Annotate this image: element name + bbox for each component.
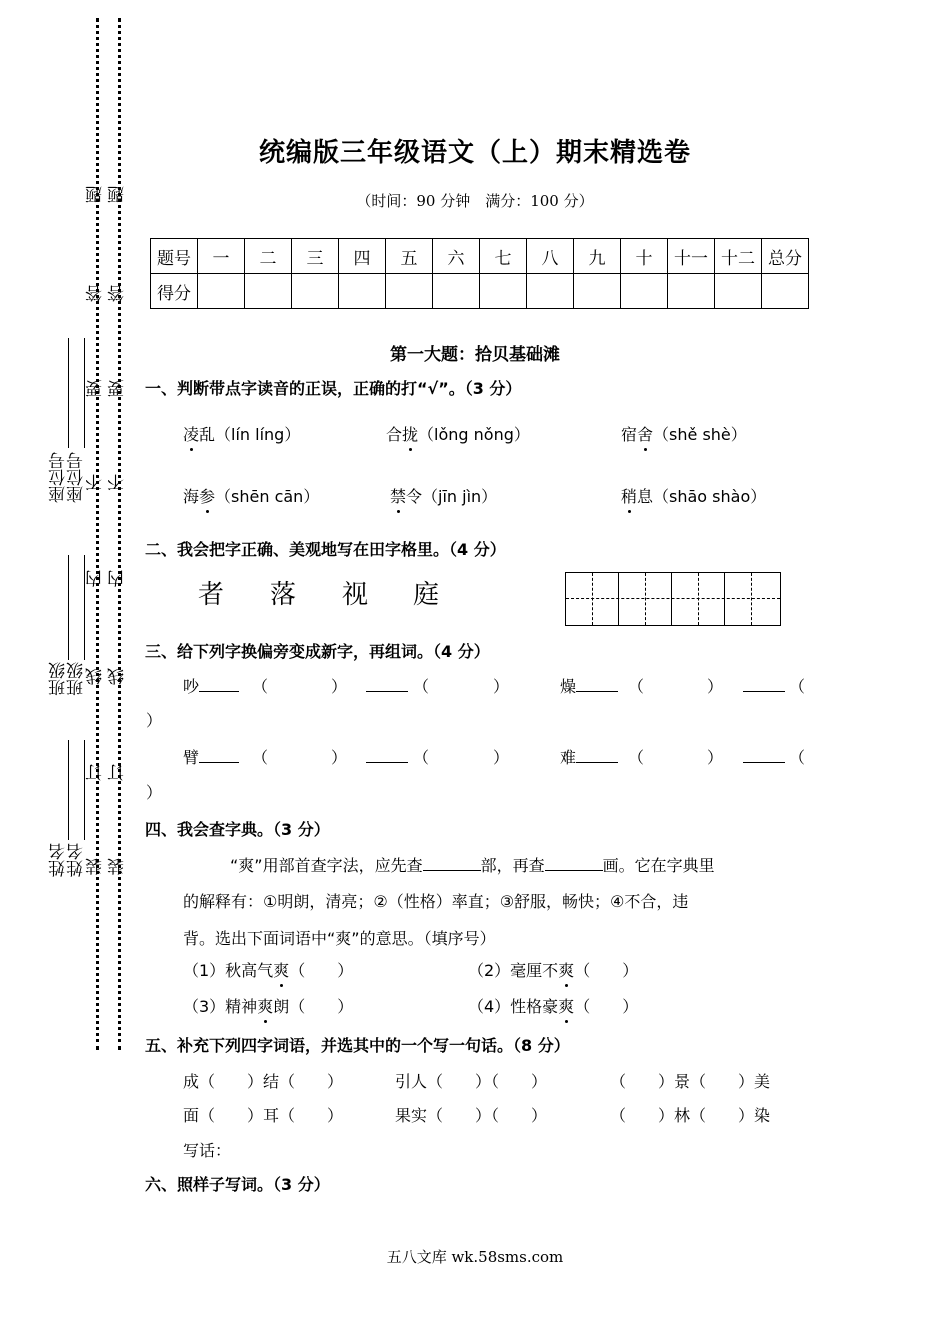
name-underline [68, 740, 69, 840]
score-table-score-row [151, 274, 809, 309]
seat-number-label-2: 座位号 [67, 452, 87, 503]
question-1-title: 一、判断带点字读音的正误，正确的打“√”。（3 分） [145, 379, 522, 398]
column-header: 九 [574, 239, 621, 274]
class-label-2: 班级 [67, 662, 87, 696]
idiom-item: 引人（ ）（ ） [395, 1072, 548, 1091]
copy-char: 庭 [413, 580, 440, 610]
warning-char: 装 [108, 858, 128, 875]
score-cell[interactable] [668, 274, 715, 309]
warning-char: 订 [86, 764, 106, 781]
warning-char: 题 [86, 186, 106, 203]
score-cell[interactable] [574, 274, 621, 309]
paren-open: （ [252, 677, 269, 696]
exam-time-info: （时间：90 分钟 满分：100 分） [356, 192, 594, 210]
idiom-item: 面（ ）耳（ ） [183, 1106, 344, 1125]
answer-blank[interactable] [366, 691, 408, 692]
grid-guide [566, 598, 780, 599]
pinyin-item: 海参（shēn cān） [183, 487, 320, 506]
meaning-option: （2）毫厘不爽（ ） [468, 961, 639, 980]
seat-number-label: 座位号 [49, 452, 69, 503]
dictionary-instruction: “爽”用部首查字法，应先查 部，再查 画。它在字典里 [230, 856, 715, 875]
warning-char: 题 [108, 186, 128, 203]
pinyin-item: 合拢（lǒng nǒng） [386, 425, 530, 444]
answer-blank[interactable] [743, 691, 785, 692]
paren-close: ） [493, 748, 510, 767]
copy-char: 者 [198, 580, 225, 610]
idiom-item: （ ）林（ ）染 [610, 1106, 771, 1125]
class-underline-2 [84, 555, 85, 660]
column-header: 四 [339, 239, 386, 274]
row-label: 得分 [151, 274, 198, 309]
paren-open: （ [628, 748, 645, 767]
warning-char: 装 [86, 858, 106, 875]
pinyin-item: 宿舍（shě shè） [621, 425, 747, 444]
column-header: 总分 [762, 239, 809, 274]
warning-char: 内 [108, 570, 128, 587]
score-cell[interactable] [762, 274, 809, 309]
radical-item: 燥 [560, 674, 618, 697]
dictionary-definitions: 的解释有：①明朗，清亮；②（性格）率直；③舒服，畅快；④不合，违 [183, 892, 689, 911]
idiom-item: （ ）景（ ）美 [610, 1072, 771, 1091]
paren-open: （ [789, 677, 806, 696]
idiom-item: 果实（ ）（ ） [395, 1106, 548, 1125]
grid-guide [698, 573, 699, 625]
grid-guide [751, 573, 752, 625]
copy-char: 视 [342, 580, 369, 610]
paren-open: （ [789, 748, 806, 767]
binding-dotted-line-inner [118, 18, 121, 1050]
answer-blank[interactable] [366, 762, 408, 763]
paren-open: （ [413, 748, 430, 767]
question-6-title: 六、照样子写词。（3 分） [145, 1175, 330, 1194]
name-label: 姓名 [49, 843, 69, 877]
meaning-option: （3）精神爽朗（ ） [183, 997, 354, 1016]
grid-guide [592, 573, 593, 625]
column-header: 三 [292, 239, 339, 274]
score-cell[interactable] [339, 274, 386, 309]
column-header: 十 [621, 239, 668, 274]
score-cell[interactable] [386, 274, 433, 309]
paren-close: ） [331, 677, 348, 696]
score-cell[interactable] [480, 274, 527, 309]
copy-char: 落 [270, 580, 297, 610]
question-5-title: 五、补充下列四字词语，并选其中的一个写一句话。（8 分） [145, 1036, 570, 1055]
score-table-header-row [151, 239, 809, 274]
name-underline-2 [84, 740, 85, 840]
column-header: 十一 [668, 239, 715, 274]
class-label: 班级 [49, 662, 69, 696]
page-title: 统编版三年级语文（上）期末精选卷 [258, 138, 691, 168]
warning-char: 订 [108, 764, 128, 781]
score-cell[interactable] [715, 274, 762, 309]
paren-open: （ [413, 677, 430, 696]
warning-char: 不 [108, 474, 128, 491]
warning-char: 线 [86, 668, 106, 685]
paren-close: ） [146, 783, 163, 802]
section-heading: 第一大题：拾贝基础滩 [390, 345, 560, 365]
radical-item: 臂 [183, 745, 239, 768]
footer-watermark: 五八文库 wk.58sms.com [386, 1248, 564, 1266]
warning-char: 不 [86, 474, 106, 491]
class-underline [68, 555, 69, 660]
paren-close: ） [493, 677, 510, 696]
warning-char: 要 [108, 380, 128, 397]
radical-item: 吵 [183, 674, 239, 697]
column-header: 七 [480, 239, 527, 274]
column-header: 一 [198, 239, 245, 274]
write-sentence-label: 写话： [183, 1141, 232, 1160]
row-label: 题号 [151, 239, 198, 274]
paren-close: ） [707, 748, 724, 767]
meaning-option: （4）性格豪爽（ ） [468, 997, 639, 1016]
question-3-title: 三、给下列字换偏旁变成新字，再组词。（4 分） [145, 642, 490, 661]
score-cell[interactable] [527, 274, 574, 309]
column-header: 五 [386, 239, 433, 274]
score-cell[interactable] [621, 274, 668, 309]
warning-char: 答 [108, 285, 128, 302]
grid-guide [645, 573, 646, 625]
score-cell[interactable] [245, 274, 292, 309]
dictionary-task: 背。选出下面词语中“爽”的意思。（填序号） [183, 929, 496, 948]
paren-open: （ [252, 748, 269, 767]
name-label-2: 姓名 [67, 843, 87, 877]
answer-blank[interactable] [743, 762, 785, 763]
paren-open: （ [628, 677, 645, 696]
paren-close: ） [331, 748, 348, 767]
column-header: 八 [527, 239, 574, 274]
binding-dotted-line-outer [96, 18, 99, 1050]
score-table [150, 238, 809, 309]
score-cell[interactable] [292, 274, 339, 309]
column-header: 六 [433, 239, 480, 274]
radical-item: 难 [560, 745, 618, 768]
warning-char: 答 [86, 285, 106, 302]
pinyin-item: 禁令（jīn jìn） [390, 487, 498, 506]
meaning-option: （1）秋高气爽（ ） [183, 961, 354, 980]
question-2-title: 二、我会把字正确、美观地写在田字格里。（4 分） [145, 540, 506, 559]
tianzige-grid[interactable] [565, 572, 781, 626]
idiom-item: 成（ ）结（ ） [183, 1072, 344, 1091]
warning-char: 要 [86, 380, 106, 397]
paren-close: ） [146, 711, 163, 730]
pinyin-item: 凌乱（lín líng） [183, 425, 301, 444]
question-4-title: 四、我会查字典。（3 分） [145, 820, 330, 839]
warning-char: 内 [86, 570, 106, 587]
paren-close: ） [707, 677, 724, 696]
pinyin-item: 稍息（shāo shào） [621, 487, 767, 506]
column-header: 十二 [715, 239, 762, 274]
warning-char: 线 [108, 668, 128, 685]
score-cell[interactable] [433, 274, 480, 309]
column-header: 二 [245, 239, 292, 274]
score-cell[interactable] [198, 274, 245, 309]
